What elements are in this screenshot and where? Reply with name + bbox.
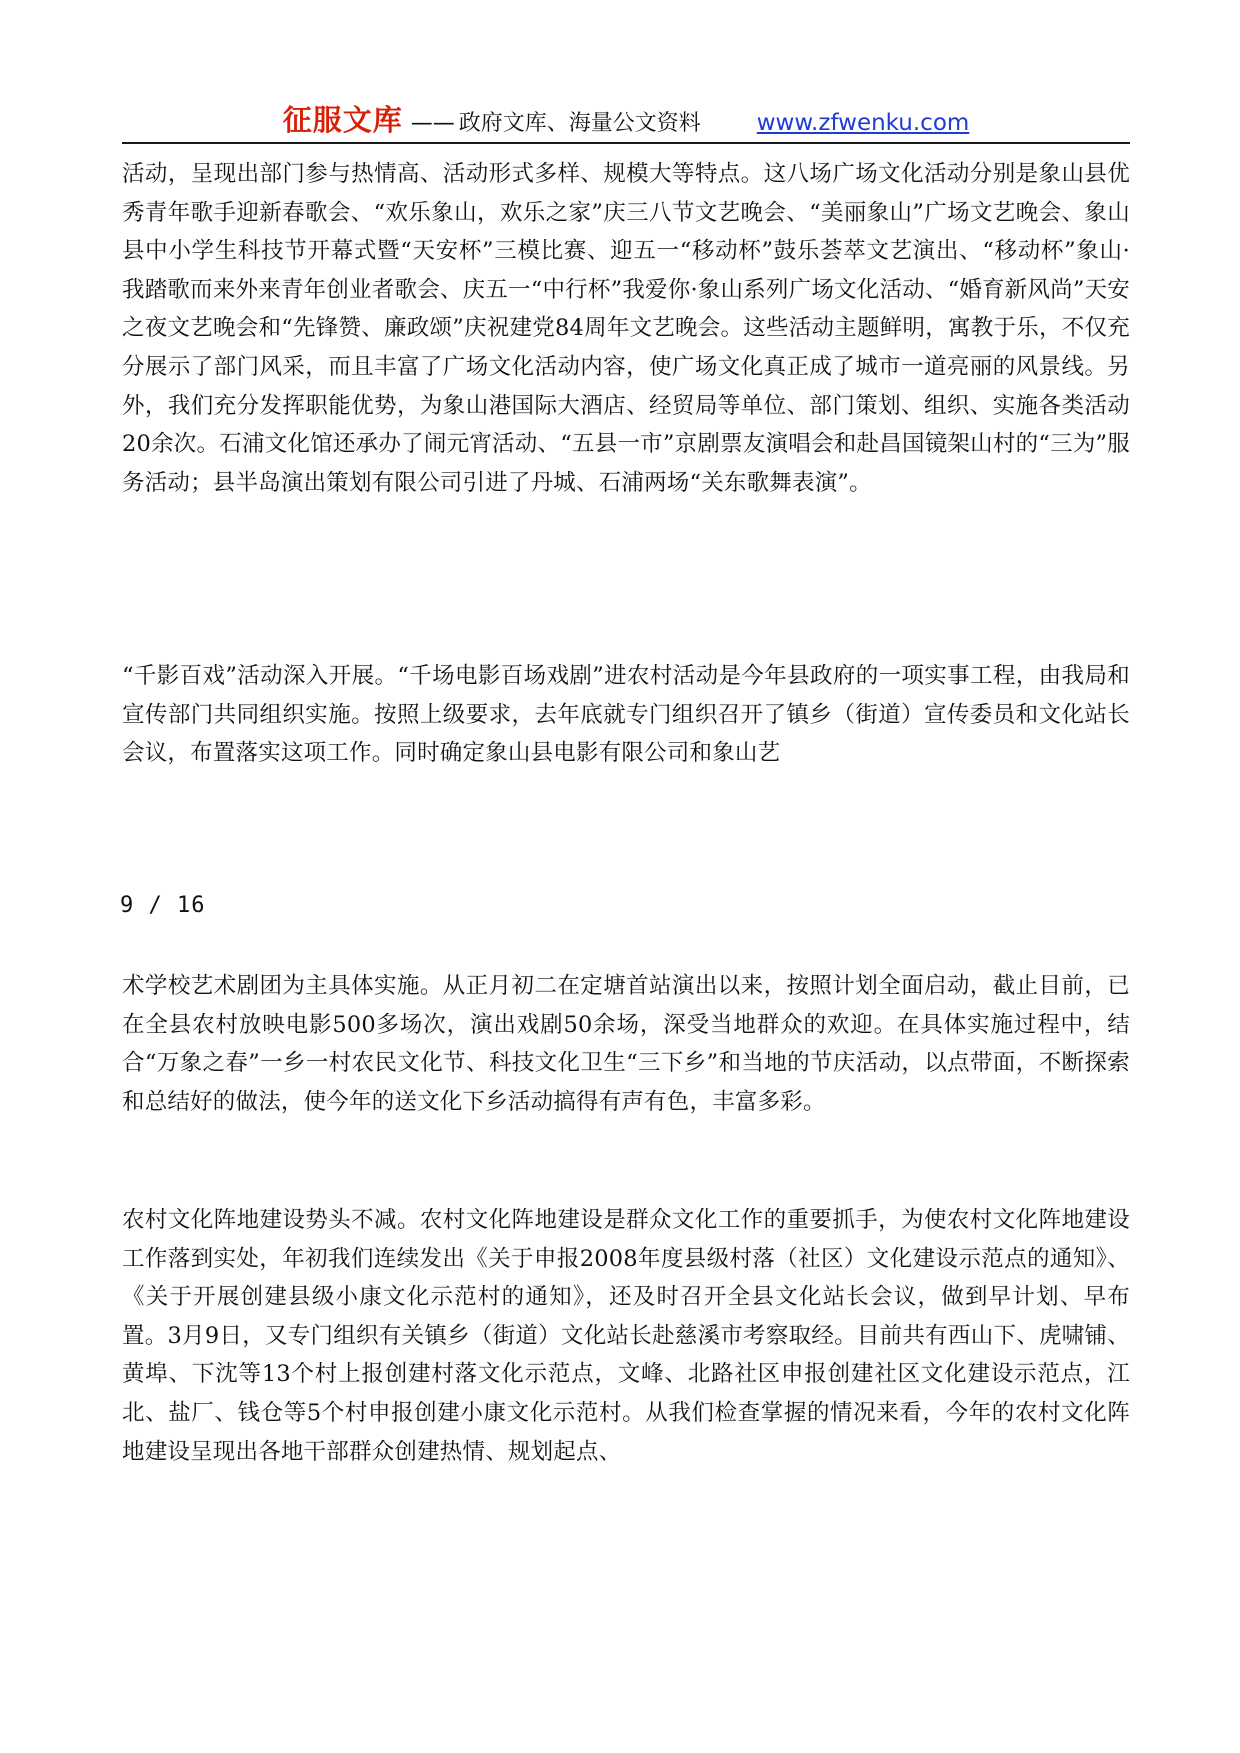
brand-logo-text[interactable]: 征服文库: [282, 103, 403, 137]
page-header: [122, 98, 1130, 144]
header-tagline: 政府文库、海量公文资料: [458, 111, 701, 136]
website-link[interactable]: www.zfwenku.com: [756, 110, 970, 136]
body-paragraph-2: “千影百戏”活动深入开展。“千场电影百场戏剧”进农村活动是今年县政府的一项实事工程，由我局和宣传部门共同组织实施。按照上级要求，去年底就专门组织召开了镇乡（街道）宣传委员和文化站长会议，布置落实这项工作。同时确定象山县电影有限公司和象山艺: [122, 663, 1130, 767]
body-paragraph-4: 农村文化阵地建设势头不减。农村文化阵地建设是群众文化工作的重要抓手，为使农村文化阵地建设工作落到实处，年初我们连续发出《关于申报2008年度县级村落（社区）文化建设示范点的通知》、《关于开展创建县级小康文化示范村的通知》，还及时召开全县文化站长会议，做到早计划、早布置。3月9日，又专门组织有关镇乡（街道）文化站长赴慈溪市考察取经。目前共有西山下、虎啸铺、黄埠、下沈等13个村上报创建村落文化示范点，文峰、北路社区申报创建社区文化建设示范点，江北、盐厂、钱仓等5个村申报创建小康文化示范村。从我们检查掌握的情况来看，今年的农村文化阵地建设呈现出各地干部群众创建热情、规划起点、: [122, 1207, 1130, 1465]
body-paragraph-3: 术学校艺术剧团为主具体实施。从正月初二在定塘首站演出以来，按照计划全面启动，截止目前，已在全县农村放映电影500多场次，演出戏剧50余场，深受当地群众的欢迎。在具体实施过程中，结合“万象之春”一乡一村农民文化节、科技文化卫生“三下乡”和当地的节庆活动，以点带面，不断探索和总结好的做法，使今年的送文化下乡活动搞得有声有色，丰富多彩。: [122, 973, 1130, 1115]
header-dash: ——: [410, 111, 455, 136]
body-paragraph-1: 活动，呈现出部门参与热情高、活动形式多样、规模大等特点。这八场广场文化活动分别是象山县优秀青年歌手迎新春歌会、“欢乐象山，欢乐之家”庆三八节文艺晚会、“美丽象山”广场文艺晚会、象山县中小学生科技节开幕式暨“天安杯”三模比赛、迎五一“移动杯”鼓乐荟萃文艺演出、“移动杯”象山·我踏歌而来外来青年创业者歌会、庆五一“中行杯”我爱你·象山系列广场文化活动、“婚育新风尚”天安之夜文艺晚会和“先锋赞、廉政颂”庆祝建党84周年文艺晚会。这些活动主题鲜明，寓教于乐，不仅充分展示了部门风采，而且丰富了广场文化活动内容，使广场文化真正成了城市一道亮丽的风景线。另外，我们充分发挥职能优势，为象山港国际大酒店、经贸局等单位、部门策划、组织、实施各类活动20余次。石浦文化馆还承办了闹元宵活动、“五县一市”京剧票友演唱会和赴昌国镜架山村的“三为”服务活动；县半岛演出策划有限公司引进了丹城、石浦两场“关东歌舞表演”。: [122, 161, 1130, 496]
page-number: 9 / 16: [120, 893, 206, 918]
